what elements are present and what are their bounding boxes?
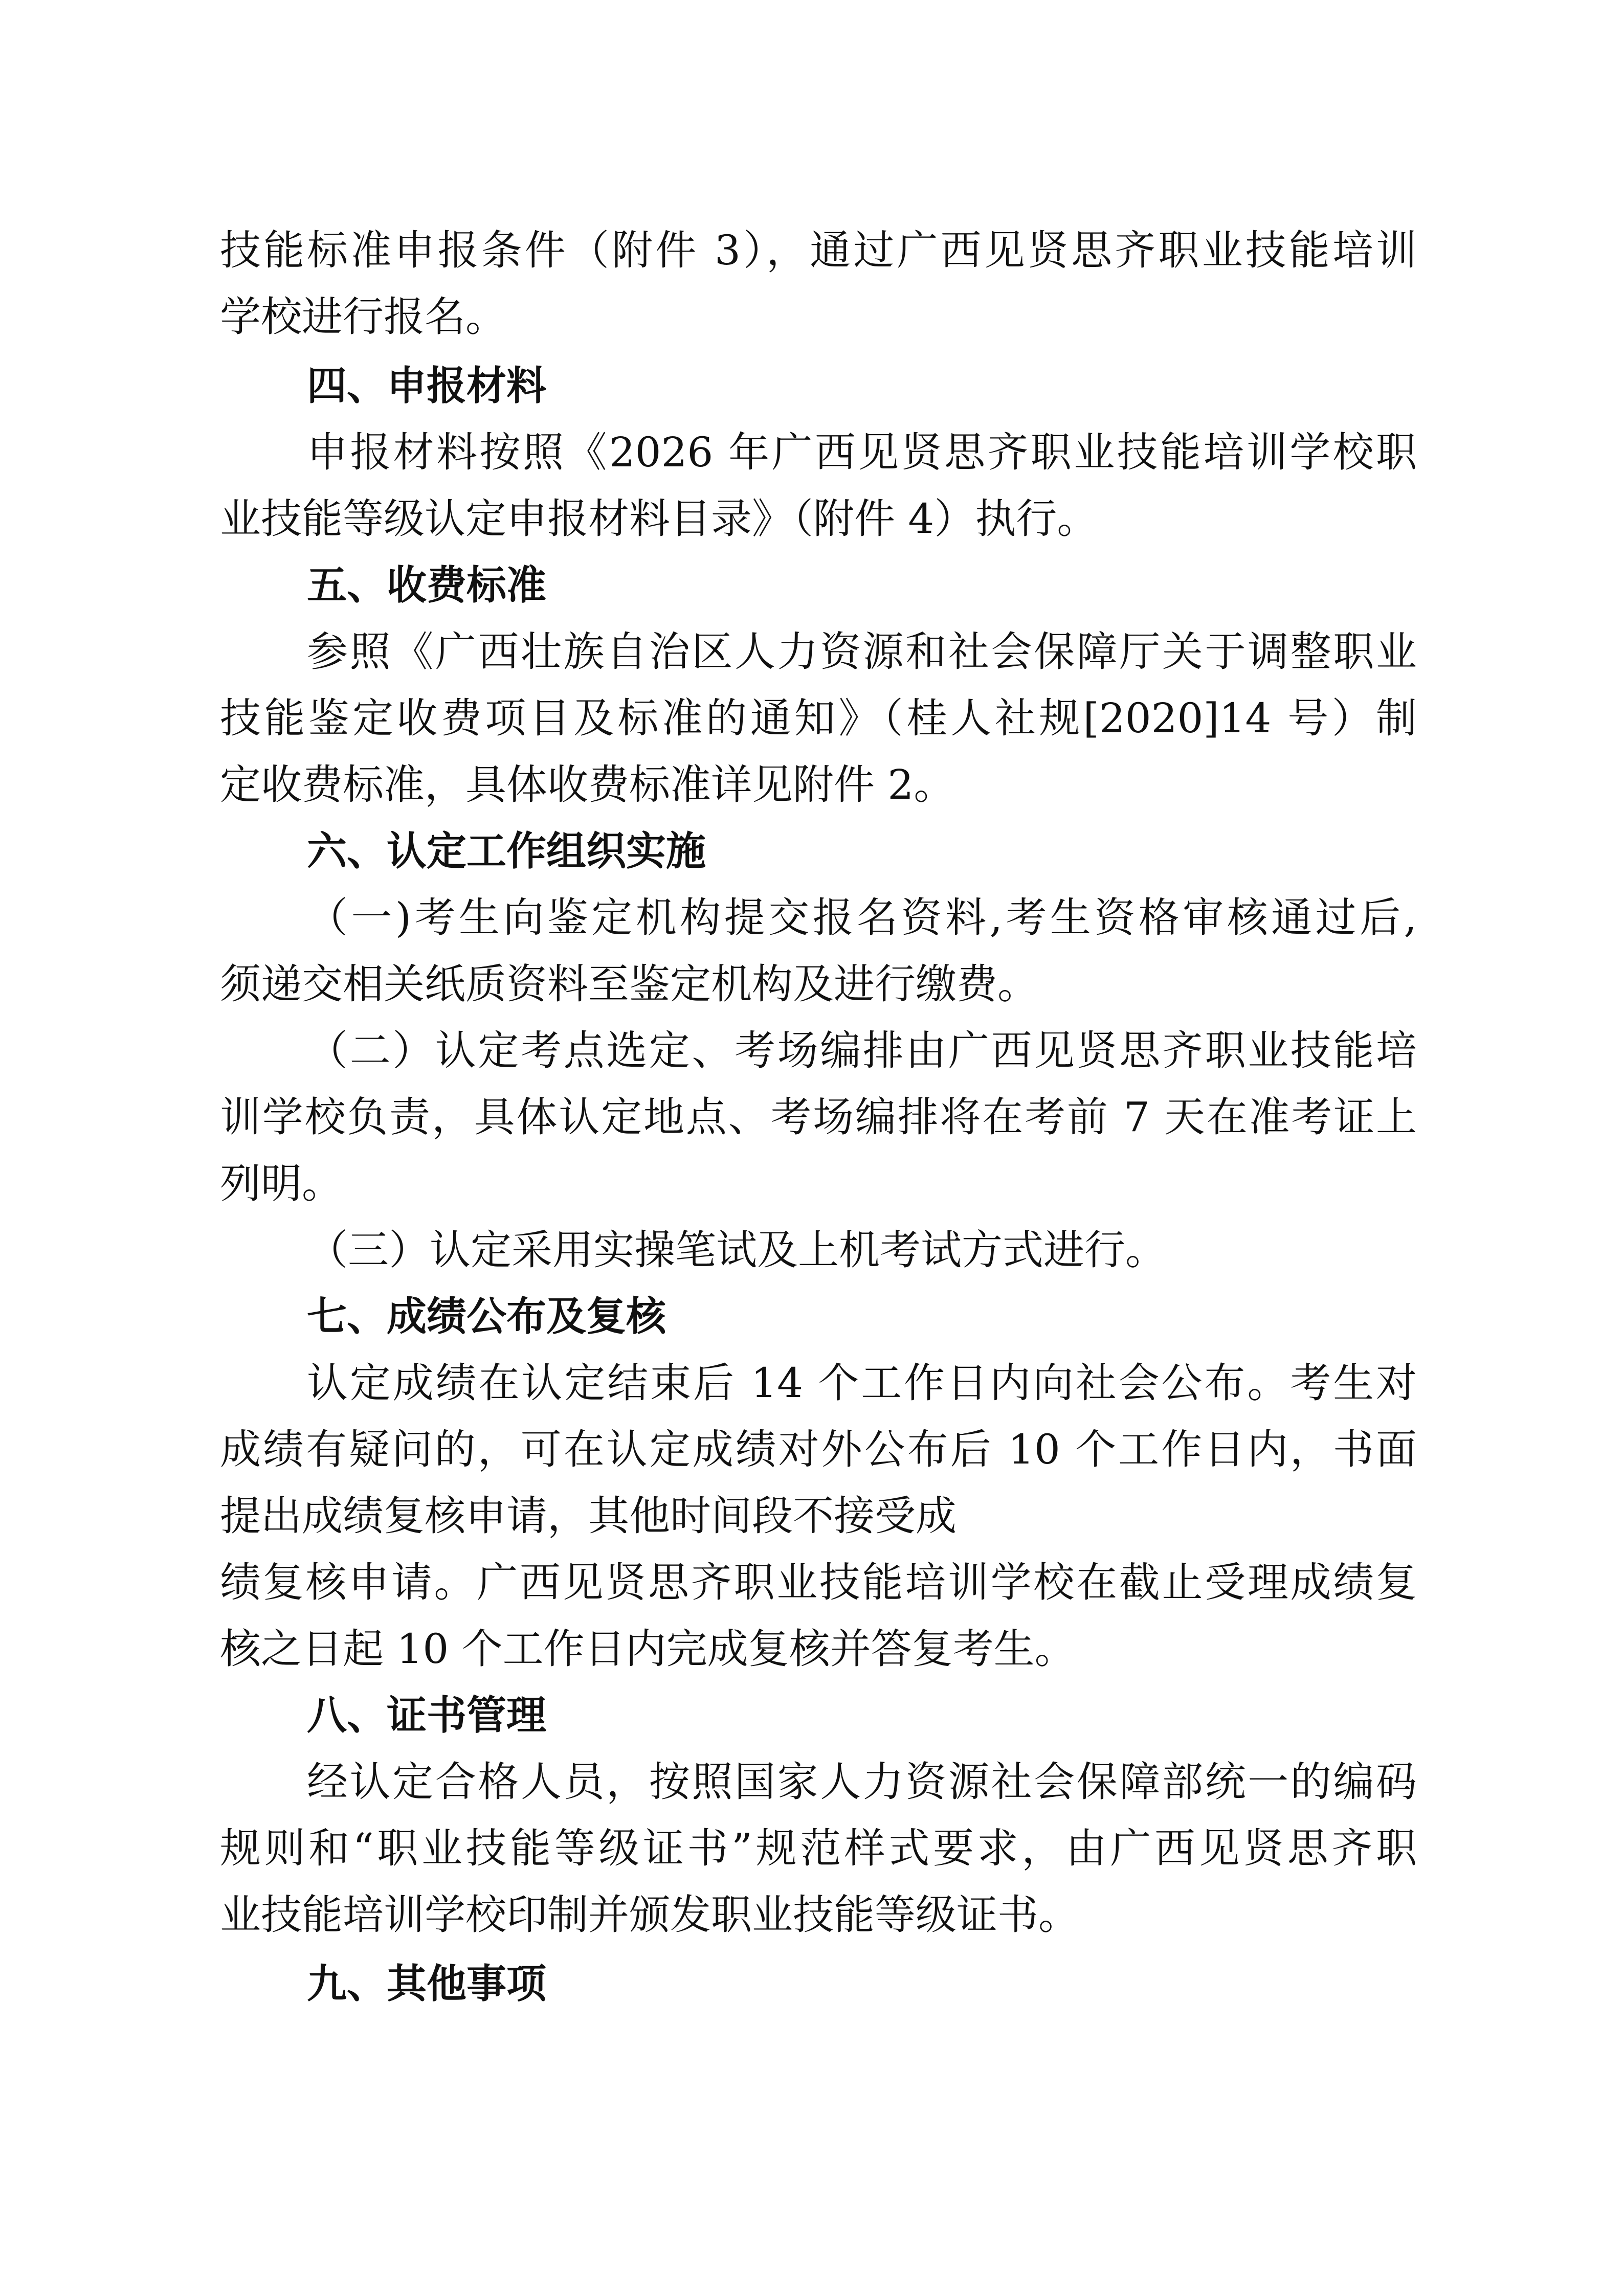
body-line: （三）认定采用实操笔试及上机考试方式进行。 xyxy=(307,1226,1166,1274)
body-line: 核之日起 10 个工作日内完成复核并答复考生。 xyxy=(220,1625,1076,1673)
body-line: 经认定合格人员，按照国家人力资源社会保障部统一的编码 xyxy=(307,1758,1417,1806)
body-line: 成绩有疑问的，可在认定成绩对外公布后 10 个工作日内，书面 xyxy=(220,1426,1417,1473)
body-line: 规则和“职业技能等级证书”规范样式要求，由广西见贤思齐职 xyxy=(220,1825,1417,1872)
body-line: 绩复核申请。广西见贤思齐职业技能培训学校在截止受理成绩复 xyxy=(220,1559,1417,1606)
section-heading: 七、成绩公布及复核 xyxy=(307,1294,666,1340)
section-heading: 九、其他事项 xyxy=(307,1961,547,2007)
section-heading: 四、申报材料 xyxy=(307,363,547,409)
body-line: 学校进行报名。 xyxy=(220,293,506,341)
body-line: 认定成绩在认定结束后 14 个工作日内向社会公布。考生对 xyxy=(307,1359,1417,1407)
body-line: 列明。 xyxy=(220,1160,343,1207)
body-line: 提出成绩复核申请，其他时间段不接受成 xyxy=(220,1492,956,1540)
section-heading: 八、证书管理 xyxy=(307,1693,547,1739)
body-line: 参照《广西壮族自治区人力资源和社会保障厅关于调整职业 xyxy=(307,628,1417,676)
body-line: 训学校负责，具体认定地点、考场编排将在考前 7 天在准考证上 xyxy=(220,1093,1417,1141)
body-line: 业技能等级认定申报材料目录》（附件 4）执行。 xyxy=(220,495,1098,543)
body-line: 技能鉴定收费项目及标准的通知》（桂人社规[2020]14 号）制 xyxy=(220,694,1417,742)
body-line: （二）认定考点选定、考场编排由广西见贤思齐职业技能培 xyxy=(307,1027,1417,1074)
body-line: 定收费标准，具体收费标准详见附件 2。 xyxy=(220,761,955,808)
section-heading: 五、收费标准 xyxy=(307,562,547,609)
section-heading: 六、认定工作组织实施 xyxy=(307,828,706,874)
body-line: （一)考生向鉴定机构提交报名资料,考生资格审核通过后, xyxy=(307,894,1417,941)
body-line: 须递交相关纸质资料至鉴定机构及进行缴费。 xyxy=(220,960,1038,1008)
body-line: 技能标准申报条件（附件 3），通过广西见贤思齐职业技能培训 xyxy=(220,227,1417,274)
body-line: 业技能培训学校印制并颁发职业技能等级证书。 xyxy=(220,1891,1079,1939)
body-line: 申报材料按照《2026 年广西见贤思齐职业技能培训学校职 xyxy=(307,429,1417,476)
